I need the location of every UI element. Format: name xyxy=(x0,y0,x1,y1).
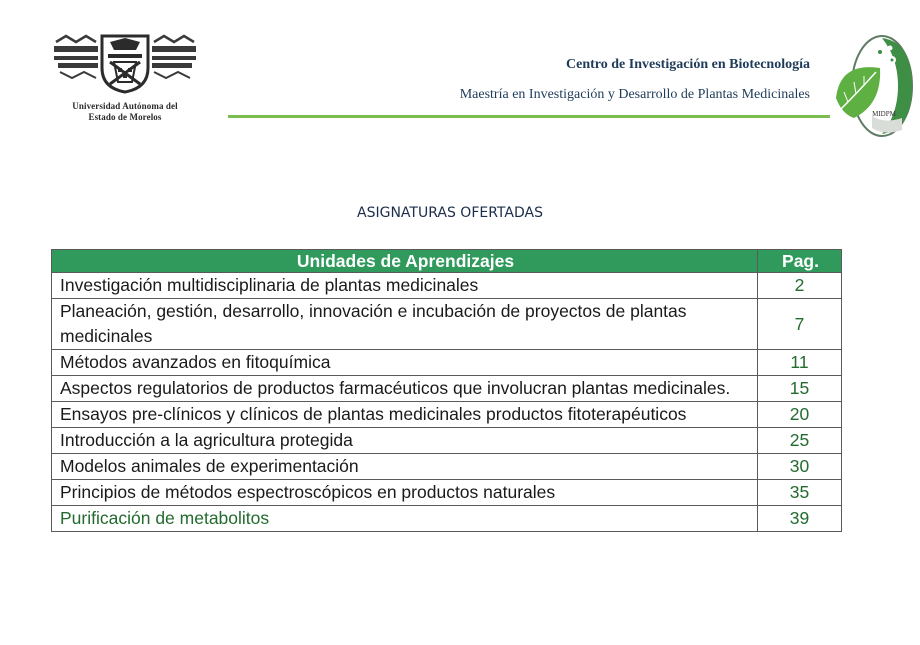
program-logo-text: MIDPM xyxy=(872,110,896,118)
unit-page: 35 xyxy=(758,480,842,506)
table-row xyxy=(52,506,842,532)
program-name: Maestría en Investigación y Desarrollo de Plantas Medicinales xyxy=(459,87,810,102)
learning-units-table xyxy=(51,249,842,532)
unit-page: 15 xyxy=(758,376,842,402)
table-row xyxy=(52,480,842,506)
unit-name: Investigación multidisciplinaria de plantas medicinales xyxy=(52,273,758,299)
document-title: ASIGNATURAS OFERTADAS xyxy=(357,205,543,221)
unit-page: 39 xyxy=(758,506,842,532)
unit-page: 11 xyxy=(758,350,842,376)
university-name-line-2: Estado de Morelos xyxy=(88,112,162,122)
unit-name: Principios de métodos espectroscópicos en productos naturales xyxy=(52,480,758,506)
header-divider xyxy=(228,115,830,118)
university-name xyxy=(52,101,198,123)
table-row xyxy=(52,454,842,480)
university-name-line-1: Universidad Autónoma del xyxy=(72,101,178,111)
unit-name: Planeación, gestión, desarrollo, innovación e incubación de proyectos de plantas medicinales xyxy=(52,299,758,350)
unit-page: 25 xyxy=(758,428,842,454)
unit-page: 7 xyxy=(758,299,842,350)
table-row xyxy=(52,376,842,402)
unit-name: Aspectos regulatorios de productos farmacéuticos que involucran plantas medicinales. xyxy=(52,376,758,402)
unit-name: Introducción a la agricultura protegida xyxy=(52,428,758,454)
unit-name: Modelos animales de experimentación xyxy=(52,454,758,480)
unit-name: Ensayos pre-clínicos y clínicos de plantas medicinales productos fitoterapéuticos xyxy=(52,402,758,428)
table-row xyxy=(52,273,842,299)
column-header-page: Pag. xyxy=(758,250,842,273)
unit-name: Purificación de metabolitos xyxy=(52,506,758,532)
center-name: Centro de Investigación en Biotecnología xyxy=(566,57,810,72)
table-row xyxy=(52,428,842,454)
unit-page: 30 xyxy=(758,454,842,480)
midpm-leaf-logo xyxy=(832,32,914,138)
table-row xyxy=(52,350,842,376)
uaem-crest-logo xyxy=(52,32,198,94)
unit-name: Métodos avanzados en fitoquímica xyxy=(52,350,758,376)
table-row xyxy=(52,299,842,350)
unit-page: 2 xyxy=(758,273,842,299)
unit-page: 20 xyxy=(758,402,842,428)
table-row xyxy=(52,402,842,428)
table-header-row xyxy=(52,250,842,273)
column-header-units: Unidades de Aprendizajes xyxy=(52,250,758,273)
university-logo xyxy=(52,32,198,127)
